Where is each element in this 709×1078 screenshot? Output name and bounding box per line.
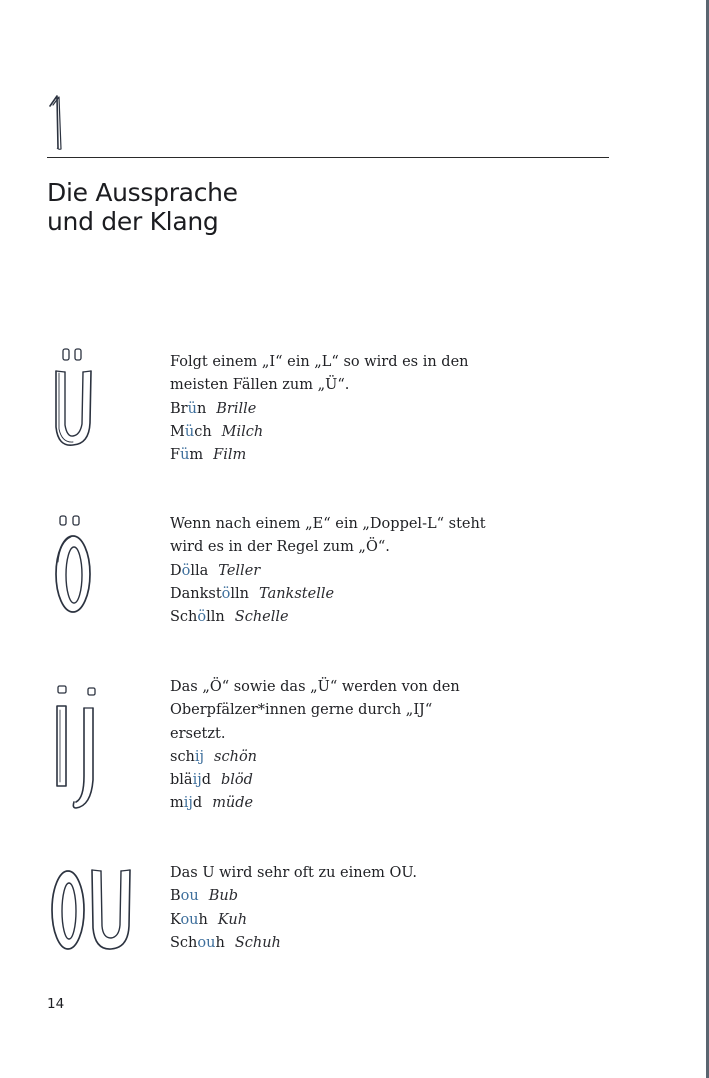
section-umlaut-u <box>170 351 486 467</box>
standard-word: schön <box>214 748 258 765</box>
chapter-title <box>47 178 238 236</box>
dialect-word: Müch <box>170 423 212 440</box>
standard-word: müde <box>212 795 254 812</box>
example-row <box>170 909 486 932</box>
dialect-word: Dankstölln <box>170 585 250 602</box>
chapter-title-line-1: Die Aussprache <box>47 178 238 207</box>
highlighted-sound: ö <box>181 562 191 579</box>
highlighted-sound: ij <box>183 795 193 812</box>
dialect-word: Füm <box>170 447 204 464</box>
example-row <box>170 746 486 769</box>
chapter-title-line-2: und der Klang <box>47 207 219 236</box>
standard-word: blöd <box>221 772 253 789</box>
dialect-word: Kouh <box>170 911 208 928</box>
standard-word: Tankstelle <box>259 585 335 602</box>
dialect-word: schij <box>170 748 205 765</box>
highlighted-sound: ij <box>192 772 202 789</box>
example-row <box>170 792 486 815</box>
example-row <box>170 444 486 467</box>
standard-word: Schuh <box>234 934 281 951</box>
example-row <box>170 885 486 908</box>
umlaut-u-sketch-icon <box>46 345 100 450</box>
section-ou <box>170 862 486 955</box>
highlighted-sound: ö <box>197 609 207 626</box>
standard-word: Kuh <box>217 911 248 928</box>
standard-word: Brille <box>216 400 257 417</box>
ou-sketch-icon <box>46 862 136 954</box>
rule-text-line-2: Oberpfälzer*innen gerne durch „IJ“ ersetzt. <box>170 702 433 742</box>
example-row <box>170 398 486 421</box>
standard-word: Milch <box>221 423 264 440</box>
dialect-word: Bou <box>170 888 199 905</box>
ij-sketch-icon <box>46 680 106 810</box>
rule-text-line-2: wird es in der Regel zum „Ö“. <box>170 539 390 556</box>
dialect-word: Brün <box>170 400 207 417</box>
highlighted-sound: ou <box>197 934 216 951</box>
section-ij <box>170 676 486 816</box>
chapter-rule <box>47 157 609 158</box>
dialect-word: bläijd <box>170 772 212 789</box>
rule-text-line-1: Folgt einem „I“ ein „L“ so wird es in den <box>170 354 469 370</box>
dialect-word: Schouh <box>170 934 225 951</box>
page-number: 14 <box>47 996 65 1012</box>
chapter-number-glyph <box>46 92 76 152</box>
section-umlaut-o <box>170 513 486 629</box>
standard-word: Schelle <box>234 609 289 626</box>
rule-text-line-1: Das „Ö“ sowie das „Ü“ werden von den <box>170 679 460 695</box>
highlighted-sound: ij <box>194 748 205 765</box>
rule-text-line-1: Wenn nach einem „E“ ein „Doppel-L“ steht <box>170 516 486 532</box>
example-row <box>170 769 486 792</box>
highlighted-sound: ö <box>221 585 231 602</box>
example-row <box>170 421 486 444</box>
standard-word: Film <box>213 447 247 464</box>
dialect-word: mijd <box>170 795 203 812</box>
umlaut-o-sketch-icon <box>46 512 100 617</box>
example-row <box>170 560 486 583</box>
highlighted-sound: ü <box>187 400 197 417</box>
standard-word: Teller <box>218 562 261 579</box>
highlighted-sound: ü <box>180 447 190 464</box>
example-row <box>170 583 486 606</box>
highlighted-sound: ü <box>184 423 195 440</box>
highlighted-sound: ou <box>180 911 199 928</box>
dialect-word: Dölla <box>170 562 209 579</box>
highlighted-sound: ou <box>180 888 199 905</box>
example-row <box>170 932 486 955</box>
rule-text-line-1: Das U wird sehr oft zu einem OU. <box>170 865 417 881</box>
dialect-word: Schölln <box>170 609 225 626</box>
rule-text-line-2: meisten Fällen zum „Ü“. <box>170 377 350 394</box>
example-row <box>170 606 486 629</box>
standard-word: Bub <box>208 888 239 905</box>
